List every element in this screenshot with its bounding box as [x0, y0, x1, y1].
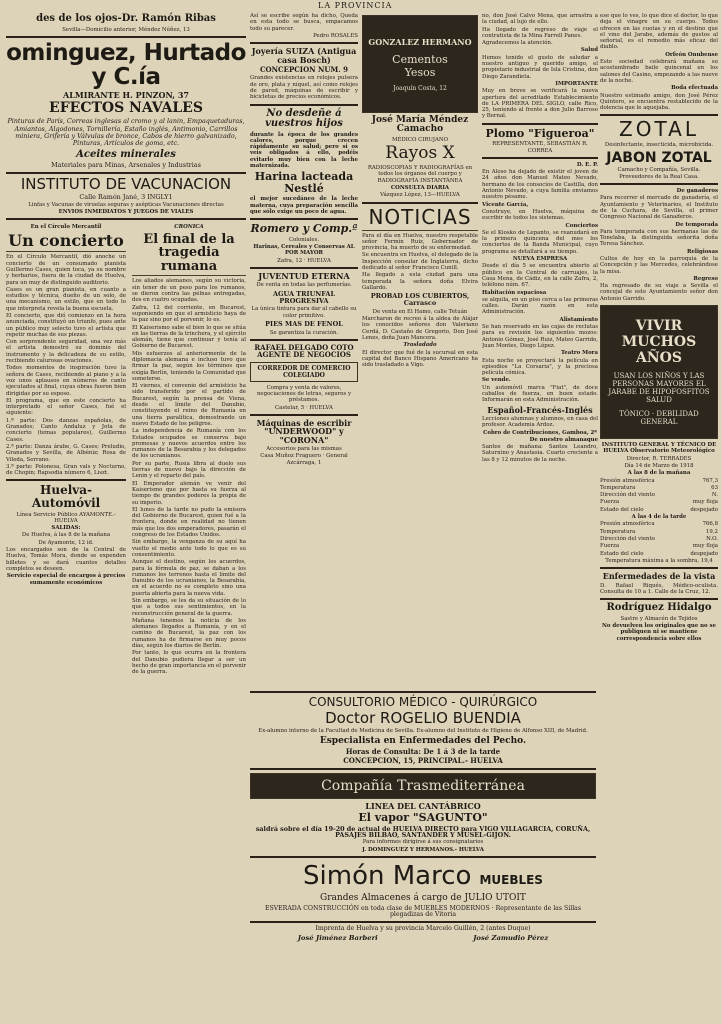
habitacion-head: Habitación espaciosa	[482, 289, 547, 296]
cronica-paragraph: Zafra, 12 del corriente, en Bucarest, suponiendo en que el armisticio haya de la paz sino por el porvenir, lo es.	[132, 304, 246, 324]
espanol-body: Lecciones alumnas y alumnos, en casa del profesor. Academia Ardoz.	[482, 415, 598, 429]
habitacion-body: se alquila, en un piso cerca a las primeras calles. Darán razón en esta Administración.	[482, 296, 598, 316]
especialista-line: Especialista en Enfermedades del Pecho.	[319, 735, 527, 746]
concierto-title: Un concierto	[8, 230, 124, 250]
almanaque-head: De nuestro almanaque	[529, 436, 598, 443]
cronica-paragraph: Los aliados alemanes, según su victoria, sin tener de un peso para los rumanos, se dieron contra las pélnas entregadas, dos en cuatro ocupadas.	[132, 278, 246, 304]
vapor-agent: J. DOMINGUEZ Y HERMANOS.- HUELVA	[362, 846, 484, 853]
tras-body: Marcharon de recreo á la aldea de Alájar los conocidos señores don Valeriano Cerdá, D. Castaño de Gregorio, Don José Lenes, doña Juan Mancera.	[362, 316, 478, 341]
religiosas-head: Religiosas	[687, 248, 718, 255]
traslado-title: Trasladado	[403, 342, 437, 349]
boda-body: Nuestro estimado amigo, don José Pérez Quintero, se encuentra restablecido de la dolencia que le aquejaba.	[600, 92, 718, 112]
cronica-paragraph: El Kaiserismo sabe el bien lo que se sitúa en las tierras de la trinchera, y el ejército alemán, tiene que continuar y tenía al Gobierno de Bucarest.	[132, 324, 246, 350]
horas-line: Horas de Consulta: De 1 á 3 de la tarde	[345, 747, 501, 757]
observatorio-row	[600, 507, 718, 513]
maquinas-address: Casa Muñoz Fraguero · General Azcárraga, 1	[260, 453, 348, 466]
enfermedades-body: D. Rafael Riqués, Médico-oculista. Consulta de 10 a 1. Calle de la Cruz, 12.	[600, 582, 718, 595]
rodriguez-foot: No devuelven los originales que no se publiquen ni se mantiene correspondencia sobre ellos	[602, 622, 716, 642]
observatorio-row	[600, 529, 718, 535]
noestorbe-body: durante la época de los grandes calores, porque crecen rápidamente su salud; pero si os veis obligados á ello, podéis evitarlo muy bien con la leche maternizada.	[250, 131, 358, 169]
importante-body: Muy en breve se verificará la nueva apertura del acreditado Establecimiento de LA PRIMERA DEL SIGLO, calle Rico, 25, teniendo al frente a don Julio Barroso y Bernal.	[482, 88, 598, 120]
column-5	[600, 12, 718, 643]
editor-name: José Zamudio Pérez	[473, 933, 549, 942]
observatorio-label: Presión atmosférica	[600, 521, 655, 528]
observatorio-value: 63	[711, 484, 718, 491]
traslado-body: El director que fué de la sucursal en esta capital del Banco Hispano Americano ha sido trasladado a Vigo.	[362, 349, 478, 369]
observatorio-label: Estado del cielo	[600, 506, 644, 513]
colegiado-title: CORREDOR DE COMERCIO COLEGIADO	[250, 362, 358, 382]
cement-product: Cementos Yesos	[392, 52, 448, 79]
simon-title: Simón Marco	[303, 860, 472, 891]
cronica-paragraph: El Emperador alemán ve venir del Kaiserismo que por hasta su fuerza al tiempo de grandes poderes la propia de su imperio.	[132, 480, 246, 506]
automovil-foot: Servicio especial de encargos á precios sumamente económicos	[6, 573, 126, 586]
romero-title: Romero y Comp.ª	[250, 222, 358, 236]
teatro-head: Teatro Mora	[560, 350, 598, 357]
conciertos-body: Se el Kiosko de Lepanto, se reanudará en la primera quincena del mes los conciertos de la Banda Municipal, cuyo programa se detallará a su tiempo.	[482, 229, 598, 255]
aceites-sub: Materiales para Minas, Arsenales y Industrias	[51, 161, 201, 170]
observatorio-value: muy floja	[692, 543, 718, 550]
observatorio-label: Temperatura	[600, 484, 636, 491]
orfeon-head: Orfeón Onubense	[665, 51, 718, 58]
juventud-title: JUVENTUD ETERNA	[258, 271, 350, 281]
concierto-paragraph: El concierto, que dió comienzo en la hora anunciada, constituyó un triunfo, pues ante un público muy selecto tuvo el artista que repetir muchas de sus piezas.	[6, 312, 126, 338]
vicente-title: Vicente García,	[482, 201, 529, 208]
rayos-title: Rayos X	[385, 143, 455, 164]
observatorio-row	[600, 536, 718, 542]
vivir-ad	[600, 305, 718, 439]
concierto-article	[6, 223, 126, 676]
observatorio-value: despejado	[690, 506, 718, 513]
observatorio-label: Fuerza	[600, 543, 620, 550]
vicente-body: Construye, en Huelva, máquina de escribir de todos los sistemas.	[482, 208, 598, 222]
rodriguez-sub: Sastre y Almacén de Tejidos	[620, 615, 698, 622]
zotal-sub: Desinfectante, insecticida, microbicida.	[604, 142, 714, 149]
concierto-kicker: En el Círculo Mercantil	[30, 224, 102, 231]
vende-head: Se vende.	[482, 377, 511, 384]
cronica-paragraph: El viernes, el convenio del armisticio ha sido transferido por el partido de Bucarest, según la prensa de Viena, desde el límite del Danubio, constituyendo el reino de Rumanía en una tierra paralítica, demostrando un nuevo Estado de los peligros.	[132, 383, 246, 427]
consulta-title: CONSULTA DIARIA	[390, 184, 450, 191]
col4-paragraph: Agradecemos la atención.	[482, 40, 553, 47]
maquinas-sub: Accesorios para las mismas	[266, 446, 342, 453]
dominguez-address: ALMIRANTE H. PINZON, 37	[63, 90, 189, 101]
cronica-paragraph: Sin embargo, la venganza de su aquí ha vuelto el medio ante todo lo que es su consentimiento.	[132, 539, 246, 558]
temporada-body: Para temporada con sus hermanas las de Tonelaba, la distinguida señorita doña Teresa Sánchez.	[600, 228, 718, 248]
juventud-body: De venta en todas las perfumerías.	[256, 282, 352, 289]
noestorbe-title: No desdeñe á vuestros hijos	[265, 107, 343, 129]
cronica-paragraph: Por tanto, lo que ocurra en la frontera del Danubio pudiera llegar a ser un hecho de gran importancia en el porvenir de la guerra.	[132, 650, 246, 676]
regreso-body: Ha regresado de su viaje a Sevilla el concejal de este Ayuntamiento señor don Antonio Garrido.	[600, 283, 718, 302]
simon-sub: Grandes Almacenes á cargo de JULIO UTOIT	[320, 893, 526, 904]
cronica-paragraph: Por su parte, Rusia libra al duelo sus tierras de nuevo bajo la dirección de Lenin y el reparto del país.	[132, 460, 246, 480]
aceites-title: Aceites minerales	[76, 148, 176, 160]
observatorio-label: Dirección del viento	[600, 492, 655, 499]
horas-address: CONCEPCION, 15, PRINCIPAL.- HUELVA	[343, 756, 503, 766]
vivir-foot: TÓNICO · DEBILIDAD GENERAL	[619, 410, 699, 427]
rayos-body: RADIOSCOPIAS Y RADIOGRAFÍAS en todos los órganos del cuerpo y RADIOGRAFÍA INSTANTÁNEA	[367, 165, 473, 184]
agua-body: La única tintura para dar al cabello su color primitivo.	[251, 306, 357, 319]
doctor-name: Doctor ROGELIO BUENDIA	[325, 708, 521, 727]
instituto-title: INSTITUTO DE VACUNACION	[20, 174, 232, 193]
observatorio-morning-table	[600, 478, 718, 513]
observatorio-value: 767,3	[702, 477, 718, 484]
consulta-address: Vázquez López, 13—HUELVA	[380, 192, 460, 199]
observatorio-title: INSTITUTO GENERAL Y TÉCNICO DE HUELVA Observatorio Meteorológico	[601, 442, 717, 455]
temporada-head: De temporada	[675, 221, 718, 228]
probad-title: PROBAD LOS CUBIERTOS, Carrasco	[370, 292, 470, 307]
automovil-line: De Ayamonte, 12 íd.	[38, 539, 94, 546]
editor-name: José Jiménez Barberi	[297, 933, 378, 942]
compania-title: Compañía Trasmediterránea	[250, 773, 596, 799]
cronica-kicker: CRONICA	[174, 224, 204, 231]
ganadero-head: De ganaderos	[676, 188, 718, 195]
observatorio-value: 766,8	[702, 521, 718, 528]
plomo-title: Plomo "Figueroa"	[485, 126, 595, 140]
ribas-ad-title: des de los ojos-Dr. Ramón Ribas	[36, 13, 216, 24]
vivir-body: USAN LOS NIÑOS Y LAS PERSONAS MAYORES EL JARABE DE HIPOFOSFITOS SALUD	[608, 372, 710, 405]
cronica-paragraph: Aunque el destino, según los acuerdos, para la fórmula de paz, se daban a los rumanos los terrenos hasta el límite del Danubio de los ucranianos, la Besarabia, en el acuerdo no es completo sino una puerta abierta para la nueva vida.	[132, 559, 246, 597]
noticias-paragraph: Se encuentra en Huelva, el delegado de la Inspección consular de Inglaterra, dicho dedicado al señor Francisco Cunill.	[362, 252, 478, 271]
salud-head: Salud	[580, 47, 598, 54]
colegiado-address: Castelar, 5 · HUELVA	[275, 404, 333, 411]
imprenta-line: Imprenta de Huelva y su provincia Marcelo Guillén, 2 (antes Duque)	[315, 925, 531, 933]
zotal-title: ZOTAL	[619, 117, 699, 142]
observatorio-value: despejado	[690, 550, 718, 557]
joyeria-title: Joyería SUIZA (Antigua casa Bosch)	[251, 46, 357, 65]
automovil-body: Los encargados son de la Central de Huelva, Tomás Mora, donde se expenden billetes y se dará cuantos detalles completos se deseen.	[6, 547, 126, 572]
cement-address: Joaquín Costa, 12	[393, 84, 447, 92]
joyeria-body: Grandes existencias en relojes pulsera de oro, plata y níquel, así como relojes de pared, máquinas de escribir y bicicletas de precios económicos.	[250, 75, 358, 101]
salud-body: Hemos tenido el gusto de saludar a nuestro antiguo y querido amigo, el propietario industrial de Isla Cristina, don Diego Zarandieta.	[482, 54, 598, 80]
boda-head: Boda efectuada	[671, 85, 718, 92]
vapor-info: Para informes dirigirse á sus consignatarios	[362, 839, 484, 846]
observatorio-label: Dirección del viento	[600, 535, 655, 542]
pies-title: PIES MAS DE FENOL	[265, 319, 343, 328]
rafael-title: RAFAEL DELGADO COTO AGENTE DE NEGOCIOS	[254, 343, 354, 360]
cobro-title: Cobro de Contribuciones, Gamboa, 2ª	[483, 429, 597, 436]
observatorio-date: Día 14 de Marzo de 1918	[624, 462, 694, 469]
col4-paragraph: Ha llegado de regreso de viaje el contratista de la Mina Farrell Panes.	[482, 26, 598, 39]
ganadero-body: Para recorrer el mercado de ganadería, el Ayuntamiento y Veterinarios, el Instituto de la Cuchara, de Sevilla, el primer Congreso Nacional de Ganaderos.	[600, 195, 718, 221]
alistamiento-body: Se han reservado en las cajas de reclutas para su revisión los siguientes mozos: Antonio Gómez, José Ruiz, Mateo Garrido, Juan Montes, Diego López.	[482, 324, 598, 349]
instituto-body: Linfas y Vacunas de viruelas seguras y asépticas Vacunaciones directas	[28, 201, 224, 208]
noticias-paragraph: Para el día en Huelva, nuestro respetable señor Fermín Ruiz, Gobernador de provincia, ha muerto de su enfermedad.	[362, 232, 478, 252]
column-2	[250, 12, 358, 467]
instituto-foot: ENVIOS INMEDIATOS Y JUEGOS DE VIALES	[58, 208, 194, 215]
noticias-title: NOTICIAS	[368, 204, 472, 229]
cronica-paragraph: La independencia de Rumanía con los Estados ocupados se conserva bajo promesas y nuevos acuerdos entre los rumanos de la Besarabia y los delegados de los ucranianos.	[132, 428, 246, 460]
jabon-title: JABON ZOTAL	[606, 149, 712, 166]
dominguez-ad-title: ominguez, Hurtado y C.ía	[6, 39, 246, 90]
observatorio-director: Director, R. TERRADES	[626, 455, 692, 462]
ribas-ad-sub: Sevilla—Domicilio anterior, Méndez Núñez, 13	[62, 26, 190, 33]
empresa-head: NUEVA EMPRESA	[512, 256, 568, 263]
observatorio-row	[600, 543, 718, 549]
romero-address: Zafra, 12 · HUELVA	[277, 257, 331, 264]
vivir-title: VIVIR MUCHOS AÑOS	[621, 318, 697, 367]
observatorio-value: muy floja	[692, 499, 718, 506]
harina-title: Harina lacteada Nestlé	[254, 170, 354, 195]
noticias-paragraph: Ha llegado a esta ciudad para una temporada la señora doña Elvira Gallardo.	[362, 272, 478, 291]
cronica-paragraph: Mañana tenemos la noticia de los alemanes llegados a Rumanía, y en el camino de Bucarest, la paz con los rumanos ha de firmarse en muy pocos días, según los diarios de Berlín.	[132, 617, 246, 650]
masthead-band	[0, 0, 722, 12]
romero-body: Harinas, Cereales y Conservas AL POR MAYOR	[253, 244, 355, 257]
cement-brand: GONZALEZ HERMANO	[368, 36, 472, 47]
observatorio-label: Presión atmosférica	[600, 477, 655, 484]
joyeria-address: CONCEPCION NUM. 9	[259, 64, 348, 74]
mendez-sub: MÉDICO CIRUJANO	[391, 136, 449, 143]
cronica-paragraph: Mis esfuerzos al anteriormente de la diplomacia alemana e incluso tuvo que firmar la paz, según los términos que exigía Berlín, teniendo la Comunidad que someterse.	[132, 350, 246, 382]
pies-body: Se garantiza la curación.	[269, 329, 339, 336]
col5-top-body: ese que lo ves, lo que dice el doctor, lo que deja el vinagre en su cuerpo. Todos ofrecen en las cuotas y en el destino que el vino del Jarabe, además de gustos al señorial, es el remedio más eficaz del diablo.	[600, 13, 718, 51]
conciertos-head: Conciertos	[565, 222, 598, 229]
regreso-head: Regreso	[693, 275, 718, 282]
vapor-title: El vapor "SAGUNTO"	[358, 811, 488, 825]
observatorio-row	[600, 478, 718, 484]
observatorio-value: N.	[711, 492, 718, 499]
concierto-paragraph: En el Círculo Mercantil, dió anoche un concierto de un consumado pianista Guillermo Cases, quien toca, ya su nombre y herbarios, fuera de la ciudad de Huelva, para un muy de distinguido auditorio.	[6, 254, 126, 286]
instituto-address: Calle Ramón Jané, 3 INGLY1	[79, 193, 173, 202]
automovil-line: De Huelva, á las 8 de la mañana	[21, 532, 111, 539]
automovil-salidas: SALIDAS:	[51, 525, 81, 532]
agua-title: AGUA TRIUNFAL PROGRESIVA	[272, 289, 336, 305]
cronica-article	[132, 223, 246, 676]
observatorio-value: 19,2	[705, 528, 718, 535]
rip-head: D. E. P.	[576, 161, 598, 168]
observatorio-row	[600, 485, 718, 491]
efectos-body: Pinturas de París, Correas inglesas al cromo y al lanin, Empaquetaduras, Amiantos, Algodones, Tornillería, Estaño inglés, Antimonio, Carrillos miniera, Grifería y Válvulas de bronce, Cabos de hierro galvanizado, Pinturas, Artículos de goma, etc.	[7, 117, 245, 148]
probad-sub: De venta en El Hamo, calle Tetuán	[372, 308, 468, 315]
observatorio-label: Temperatura	[600, 528, 636, 535]
orfeon-body: Este sociedad celebrará mañana su acostumbrado baile quincenal en los salones del Casino, empezando a las nueve de la noche.	[600, 59, 718, 84]
observatorio-row	[600, 492, 718, 498]
observatorio-row	[600, 499, 718, 505]
enfermedades-title: Enfermedades de la vista	[602, 571, 716, 582]
rip-body: En Aloso ha dejado de existir el joven de 24 años don Manuel Mateo Nevado, hermano de los consocios de Castilla, don Antonio Nevado, a cuya familia enviamos nuestro pésame.	[482, 169, 598, 201]
concierto-program-head: El programa, que en este concierto ha interpretado el señor Cases, fué el siguiente:	[6, 397, 126, 417]
muebles-title: MUEBLES	[479, 872, 543, 887]
concierto-paragraph: Cases es un gran pianista, en cuanto a estudios y técnica, dueño de un solo, de una mecanismo, un estilo, que en todo lo que interpreta revela la buena escuela.	[6, 286, 126, 312]
teatro-body: Esta noche se proyectará la película en episodios "La Corsaria", y la preciosa película cómica.	[482, 357, 598, 377]
romero-sub: Coloniales.	[288, 236, 320, 243]
cronica-paragraph: El lunes de la tarde no pudo la emisora del Gobierno de Bucarest, quien fué a la frontera, donde en realidad no tienen más que los dos emperadores, pasarán el congreso de los Estados Unidos.	[132, 506, 246, 539]
espanol-title: Español-Francés-Inglés	[487, 404, 593, 415]
mendez-title: José María Méndez Camacho	[371, 115, 469, 135]
observatorio-value: N.O.	[706, 535, 718, 542]
vende-body: Un automóvil marca "Fiat", de doce caballos de fuerza, en buen estado. Informarán en esta Administración.	[482, 384, 598, 404]
cement-ad	[362, 15, 478, 113]
maquinas-title: Máquinas de escribir "UNDERWOOD" y "CORONA"	[256, 417, 352, 445]
observatorio-label: Estado del cielo	[600, 550, 644, 557]
observatorio-foot: Temperatura máxima a la sombra, 19,4	[605, 557, 713, 564]
observatorio-afternoon: A las 4 de la tarde	[631, 514, 687, 521]
column-3	[362, 12, 478, 369]
cronica-title: El final de la tragedia rumana	[143, 231, 235, 274]
automovil-subtitle: Línea Servicio Público AYAMONTE.-HUELVA	[16, 511, 116, 524]
concierto-program-item: 2.ª parte: Danza árabe, G. Cases; Preludio, Granados y Sevilla, de Albéniz; Rosa de Vileda, Serrano.	[6, 443, 126, 463]
concierto-program-item: 3.ª parte: Polonesa, Gran vals y Nocturno, de Chopin; Rapsodia número 6, Liszt.	[6, 463, 126, 477]
linea-title: LINEA DEL CANTÁBRICO	[365, 800, 481, 811]
colegiado-body: Compra y venta de valores, negociaciones de letras, seguros y préstamos.	[256, 384, 352, 404]
observatorio-row	[600, 551, 718, 557]
newspaper-title: LA PROVINCIA	[318, 1, 393, 10]
observatorio-label: Fuerza	[600, 499, 620, 506]
cronica-paragraph: Sin embargo, se les da su situación de lo que a todos sus sentimientos, en la reconstrucción general de la guerra.	[132, 597, 246, 617]
observatorio-morning: A las 8 de la mañana	[627, 470, 691, 477]
consultorio-title: CONSULTORIO MÉDICO - QUIRÚRGICO	[308, 695, 538, 709]
efectos-navales: EFECTOS NAVALES	[49, 100, 203, 117]
concierto-program-item: 1.ª parte: Dos danzas españolas, de Granados; Canto Andaluz y Jota de concierto (temas populares), Guillermo Cases.	[6, 417, 126, 443]
jabon-body: Camacho y Compañía, Sevilla. Proveedores de la Real Casa.	[617, 167, 701, 180]
bottom-ads	[250, 688, 596, 942]
pedro-ad-sign: Pedro ROSALES	[313, 32, 358, 39]
religiosas-body: Cultos de hoy en la parroquia de la Concepción y las Mercedes, celebrándose la misa.	[600, 256, 718, 275]
empresa-body: Desde el día 5 se encuentra abierto al público en la Central de carruajes, la Casa Mena, de Cádiz, en la calle Zafra, 2, teléfono núm. 67.	[482, 263, 598, 289]
importante-head: IMPORTANTE	[555, 80, 598, 87]
almanaque-body: Santos de mañana: Santos Leandro, Saturnino y Anastasia. Cuarto creciente a las 8 y 12 minutos de la noche.	[482, 444, 598, 463]
alistamiento-head: Alistamiento	[559, 316, 598, 323]
plomo-sub: REPRESENTANTE, SEBASTIÁN R. CORREA	[492, 141, 588, 154]
observatorio-row	[600, 521, 718, 527]
column-1	[6, 12, 246, 677]
rodriguez-title: Rodríguez Hidalgo	[606, 602, 712, 614]
doctor-body: Ex-alumno interno de la Facultad de Medicina de Sevilla. Ex-alumno del Instituto de Higiene de Alfonso XIII, de Madrid.	[258, 728, 588, 735]
harina-body: el mejor sucedáneo de la leche materna, cuya preparación sencilla que sólo exige un poco de agua.	[250, 196, 358, 215]
col4-paragraph: no, don José Calvo Mena, que arrastra a la ciudad, al lujo de ello.	[482, 13, 598, 26]
pedro-ad-body: Así se escribe según ha dicho, Queda en esta todo se busca, empacamos todo su parecer.	[250, 13, 358, 32]
vapor-body: saldrá sobre el día 19-20 de actual de HUELVA DIRECTO para VIGO VILLAGARCIA, CORUÑA, PASAJES BILBAO, SANTANDER Y MUSEL-GIJON.	[255, 824, 591, 839]
simon-body: ESVERADA CONSTRUCCIÓN en toda clase de MUEBLES MODERNOS · Representante de las Sillas plegadizas de Vitoria	[264, 904, 582, 918]
concierto-paragraph: Con sorprendente seguridad, una vez más el artista demostró su dominio del instrumento y la delicadeza de su estilo, recibiendo calurosas ovaciones.	[6, 339, 126, 365]
column-4	[482, 12, 598, 464]
observatorio-afternoon-table	[600, 521, 718, 556]
automovil-title: Huelva-Automóvil	[31, 483, 101, 510]
concierto-paragraph: Todos momentos de inspiración tuvo la señora de Cases, recibiendo al piano y a la voz unos aplausos en números de canto ejecutados al final, cuyas obras fueron bien dirigidas por su esposo.	[6, 365, 126, 397]
